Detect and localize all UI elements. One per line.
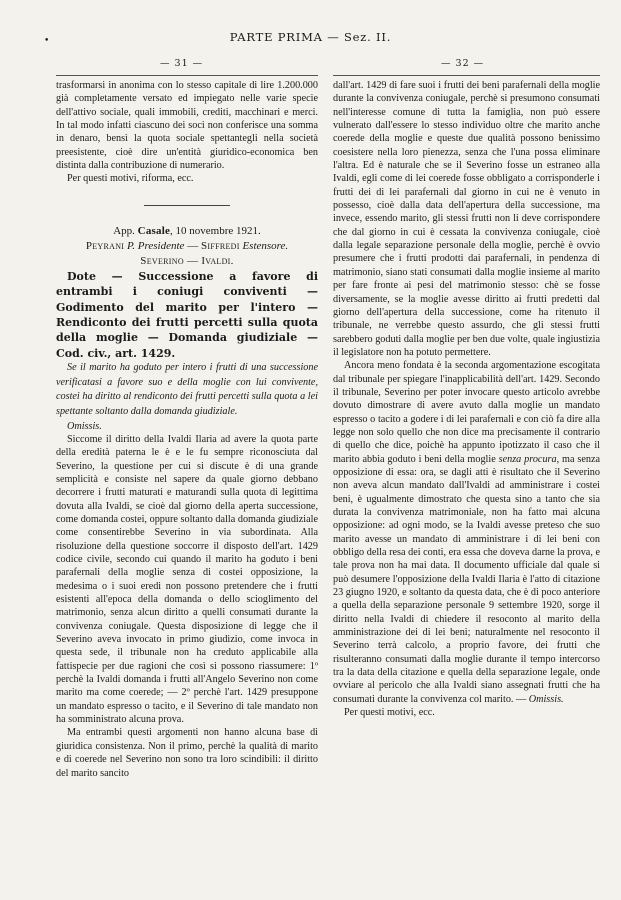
omissis-inline: Omissis.: [528, 693, 564, 705]
section-divider: [144, 205, 230, 206]
header-rule-left: [56, 75, 318, 76]
paragraph-continuation-right: dall'art. 1429 di fare suoi i frutti dei beni parafernali della moglie durante la convivenza coniugale, perchè si presumono consumati nell'interesse comune di tutta la famiglia, non può essere vulnerato dall'essere lo stesso individuo oltre che marito anche coerede della moglie e queste due qualità possono benissimo coesistere nella loro pienezza, senza che l'una possa eliminare l'altra. Ed è naturale che se il Severino fosse un estraneo alla Ivaldi, egli come di lei coerede fosse obbligato a corrisponderle i frutti dei di lei parafernali dal giorno in cui ne è venuto in possesso, cioè dalla data dell'apertura della successione, ma invece, essendo marito, gli stessi frutti non li deve corrispondere che dal giorno in cui è cessata la convivenza coniugale, cioè dalla legale separazione personale della moglie, perchè è ovvio presumere che i frutti prodotti dai parafernali, in pendenza di matrimonio, siano stati consumati dalla moglie insieme al marito per fare fronte ai pesi del matrimonio stesso: chè se fosse diversamente, se la moglie avesse diritto ai frutti predetti dal giorno dell'apertura della successione, come ha ritenuto il tribunale, ne verrebbe questo assurdo, che gli stessi frutti sarebbero goduti dalla moglie per ben due volte, quale ingiustizia il legislatore non ha potuto permettere.: [333, 80, 600, 358]
right-column: [333, 79, 600, 720]
court-city: Casale: [137, 224, 171, 237]
president-name: Peyrani: [85, 239, 125, 252]
emphasis-senza-procura: senza procura: [498, 453, 557, 465]
court-citation: App. Casale, 10 novembre 1921.: [113, 224, 261, 237]
corner-mark: •: [44, 36, 50, 46]
paragraph-arguments: Ma entrambi questi argomenti non hanno alcuna base di giuridica consistenza. Non il primo, perchè la qualità di marito e di coerede nel Severino non sono tra loro scindibili: il diritto del marito sancito: [56, 727, 318, 779]
paragraph-continuation: trasformarsi in anonima con lo stesso capitale di lire 1.200.000 già completamente versato ed impiegato nelle varie specie dell'attivo sociale, quali immobili, crediti, macchinari e merci. In tal modo infatti ciascuno dei soci non conferisce una somma in denaro, bensì la quota sociale spettantegli nella società preesistente, cioè dire un'entità giuridico-economica ben distinta dalla contribuzione di numerario.: [56, 80, 318, 172]
court-parties: Severino — Ivaldi.: [140, 254, 234, 267]
paragraph-reasoning: Siccome il diritto della Ivaldi Ilaria ad avere la quota parte della eredità paterna le è e le fu sempre riconosciuta dal Severino, la questione per cui si discute è di una grande semplicità e consiste nel sapere da quale giorno debbano decorrere i frutti maturati e maturandi sulla quota di legittima dovuta alla Ivaldi, se cioè dal giorno della aperta successione, come domanda costei, oppure soltanto dalla domanda giudiziale come consentirebbe Severino in via subordinata. Alla risoluzione della questione soccorre il disposto dell'art. 1429 codice civile, secondo cui quando il marito ha goduto i beni parafernali della moglie senza di costei opposizione, la medesima o i suoi eredi non possono pretendere che i frutti esistenti all'epoca della domanda o dello scioglimento del matrimonio, senza alcun diritto a quelli consumati durante la convivenza coniugale. Questa disposizione di legge che il Severino aveva invocato in primo giudizio, come invoca in questa sede, il tribunale non ha creduto applicabile alla fattispecie per due ragioni che così si possono riassumere: 1º perchè la Ivaldi domanda i frutti all'Angelo Severino non come marito ma come coerede; — 2º perchè l'art. 1429 presuppone un mandato espresso o tacito, e il Severino di tale mandato non ha somministrato alcuna prova.: [56, 433, 318, 726]
case-maxim: Se il marito ha goduto per intero i frutti di una successione verificatasi a favore suo e della moglie con lui convivente, costei ha diritto al rendiconto dei frutti percetti sulla quota a lei spettante soltanto dalla domanda giudiziale.: [56, 362, 318, 417]
paragraph-disposition-right: Per questi motivi, ecc.: [344, 707, 435, 719]
paragraph-disposition: Per questi motivi, riforma, ecc.: [67, 173, 194, 185]
header-rule-right: [333, 75, 600, 76]
page-number-right: — 32 —: [441, 58, 485, 69]
paragraph-second-argument: Ancora meno fondata è la seconda argomentazione escogitata dal tribunale per spiegare l'inapplicabilità dell'art. 1429. Secondo il tribunale, Severino per poter invocare questo articolo avrebbe dovuto dimostrare di avere avuto dalla moglie un mandato espresso o tacito a godere i di lei parafernali e con ciò fa dire alla legge non solo quello che non dice ma precisamente il contrario di quello che dice, poichè ha appunto ipotizzato il caso che il marito abbia goduto i beni della moglie senza procura, ma senza opposizione di essa: ora, se dagli atti è risultato che il Severino non aveva alcun mandato dall'Ivaldi ad amministrare i costei beni, è ugualmente dimostrato che questa sino a tanto che sia durata la convivenza matrimoniale, non ha fatto mai alcuna opposizione: ad ogni modo, se la Ivaldi avesse preteso che suo marito avesse un mandato di amministrare i di lei beni con obbligo della resa dei conti, era essa che doveva darne la prova, e tale prova non ha mai data. Il documento ufficiale dal quale si può desumere l'opposizione della Ivaldi Ilaria è l'atto di citazione 23 giugno 1920, e soltanto da questa data, che è di poco anteriore a quella della separazione personale 9 settembre 1920, sorge il diritto nella Ivaldi di chiedere il resoconto al marito della amministrazione dei di lei beni; naturalmente nel resoconto il Severino terrà calcolo, a proprio favore, dei frutti che risulteranno consumati dalla moglie durante il tempo intercorso tra la data della citazione e quella della separazione legale, onde ovviare al pericolo che alla Ivaldi siano assegnati frutti che ha consumati durante la convivenza col marito. — Omissis.: [333, 360, 600, 705]
running-title: PARTE PRIMA — Sez. II.: [229, 30, 392, 44]
case-heading: Dote — Successione a favore di entrambi i coniugi conviventi — Godimento del marito per l'intero — Rendiconto dei frutti percetti sulla quota della moglie — Domanda giudiziale — Cod. civ., art. 1429.: [56, 269, 318, 360]
page-number-left: — 31 —: [160, 58, 204, 69]
omissis-label: Omissis.: [67, 420, 102, 432]
court-judges: Peyrani P. Presidente — Siffredi Estensore.: [85, 239, 289, 252]
left-column: [56, 79, 318, 780]
rapporteur-name: Siffredi: [200, 239, 240, 252]
